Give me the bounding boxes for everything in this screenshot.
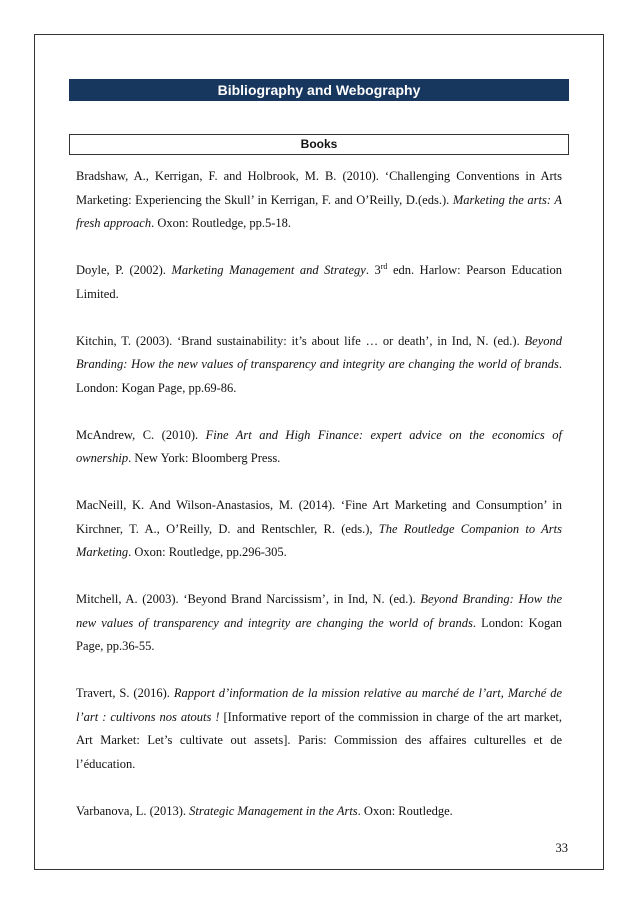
entry-superscript: rd <box>380 261 388 271</box>
entry-text: Bradshaw, A., Kerrigan, F. and Holbrook, M. B. (2010). ‘Challenging Conventions in Arts Marketing: Experiencing the Skull’ in Kerrigan, F. and O’Reilly, D.(eds.). <box>76 169 562 207</box>
entry-text: Travert, S. (2016). <box>76 686 174 700</box>
entry-text: . Oxon: Routledge. <box>357 803 453 818</box>
entry-text: MacNeill, K. And Wilson-Anastasios, M. (2014). ‘Fine Art Marketing and Consumption’ in Kirchner, T. A., O’Reilly, D. and Rentschler, R. (eds.), <box>76 498 562 536</box>
page-number: 33 <box>555 841 568 855</box>
entry-text: . London: Kogan Page, pp.69-86. <box>76 357 562 395</box>
section-heading-books: Books <box>69 134 569 155</box>
entry-title: Rapport d’information de la mission relative au marché de l’art, Marché de l’art : cultivons nos atouts ! <box>76 686 562 724</box>
page-title: Bibliography and Webography <box>69 79 569 101</box>
bibliography-entry-bradshaw <box>76 165 562 236</box>
bibliography-entry-varbanova <box>76 800 562 824</box>
entry-text: Mitchell, A. (2003). ‘Beyond Brand Narcissism’, in Ind, N. (ed.). <box>76 592 421 606</box>
bibliography-list <box>76 165 562 847</box>
entry-title: Strategic Management in the Arts <box>189 803 358 818</box>
entry-title: Marketing the arts: A fresh approach <box>76 192 562 230</box>
bibliography-entry-macneill <box>76 494 562 565</box>
entry-title: Beyond Branding: How the new values of transparency and integrity are changing the world of brands <box>76 333 562 371</box>
entry-text: Doyle, P. (2002). <box>76 263 172 277</box>
bibliography-entry-mitchell <box>76 588 562 659</box>
entry-text: [Informative report of the commission in charge of the art market, Art Market: Let’s cultivate out assets]. Paris: Commission des affaires culturelles et de l’éducation. <box>76 709 562 771</box>
entry-text: McAndrew, C. (2010). <box>76 427 206 442</box>
bibliography-entry-mcandrew <box>76 424 562 471</box>
bibliography-entry-doyle <box>76 259 562 306</box>
entry-text: Kitchin, T. (2003). ‘Brand sustainability: it’s about life … or death’, in Ind, N. (ed.). <box>76 333 525 348</box>
entry-text: . Oxon: Routledge, pp.5-18. <box>151 216 292 230</box>
bibliography-entry-kitchin <box>76 330 562 401</box>
entry-text: . New York: Bloomberg Press. <box>128 451 281 465</box>
entry-text: . London: Kogan Page, pp.36-55. <box>76 615 563 653</box>
entry-text: Varbanova, L. (2013). <box>76 803 190 818</box>
entry-title: Fine Art and High Finance: expert advice on the economics of ownership <box>76 427 562 465</box>
entry-title: Marketing Management and Strategy <box>171 263 366 277</box>
entry-text: . Oxon: Routledge, pp.296-305. <box>128 545 287 559</box>
bibliography-entry-travert <box>76 682 562 776</box>
entry-title: Beyond Branding: How the new values of transparency and integrity are changing the world of brands <box>76 592 562 630</box>
entry-text: . 3 <box>365 263 381 277</box>
entry-title: The Routledge Companion to Arts Marketing <box>76 521 562 559</box>
entry-text: edn. Harlow: Pearson Education Limited. <box>76 263 562 301</box>
